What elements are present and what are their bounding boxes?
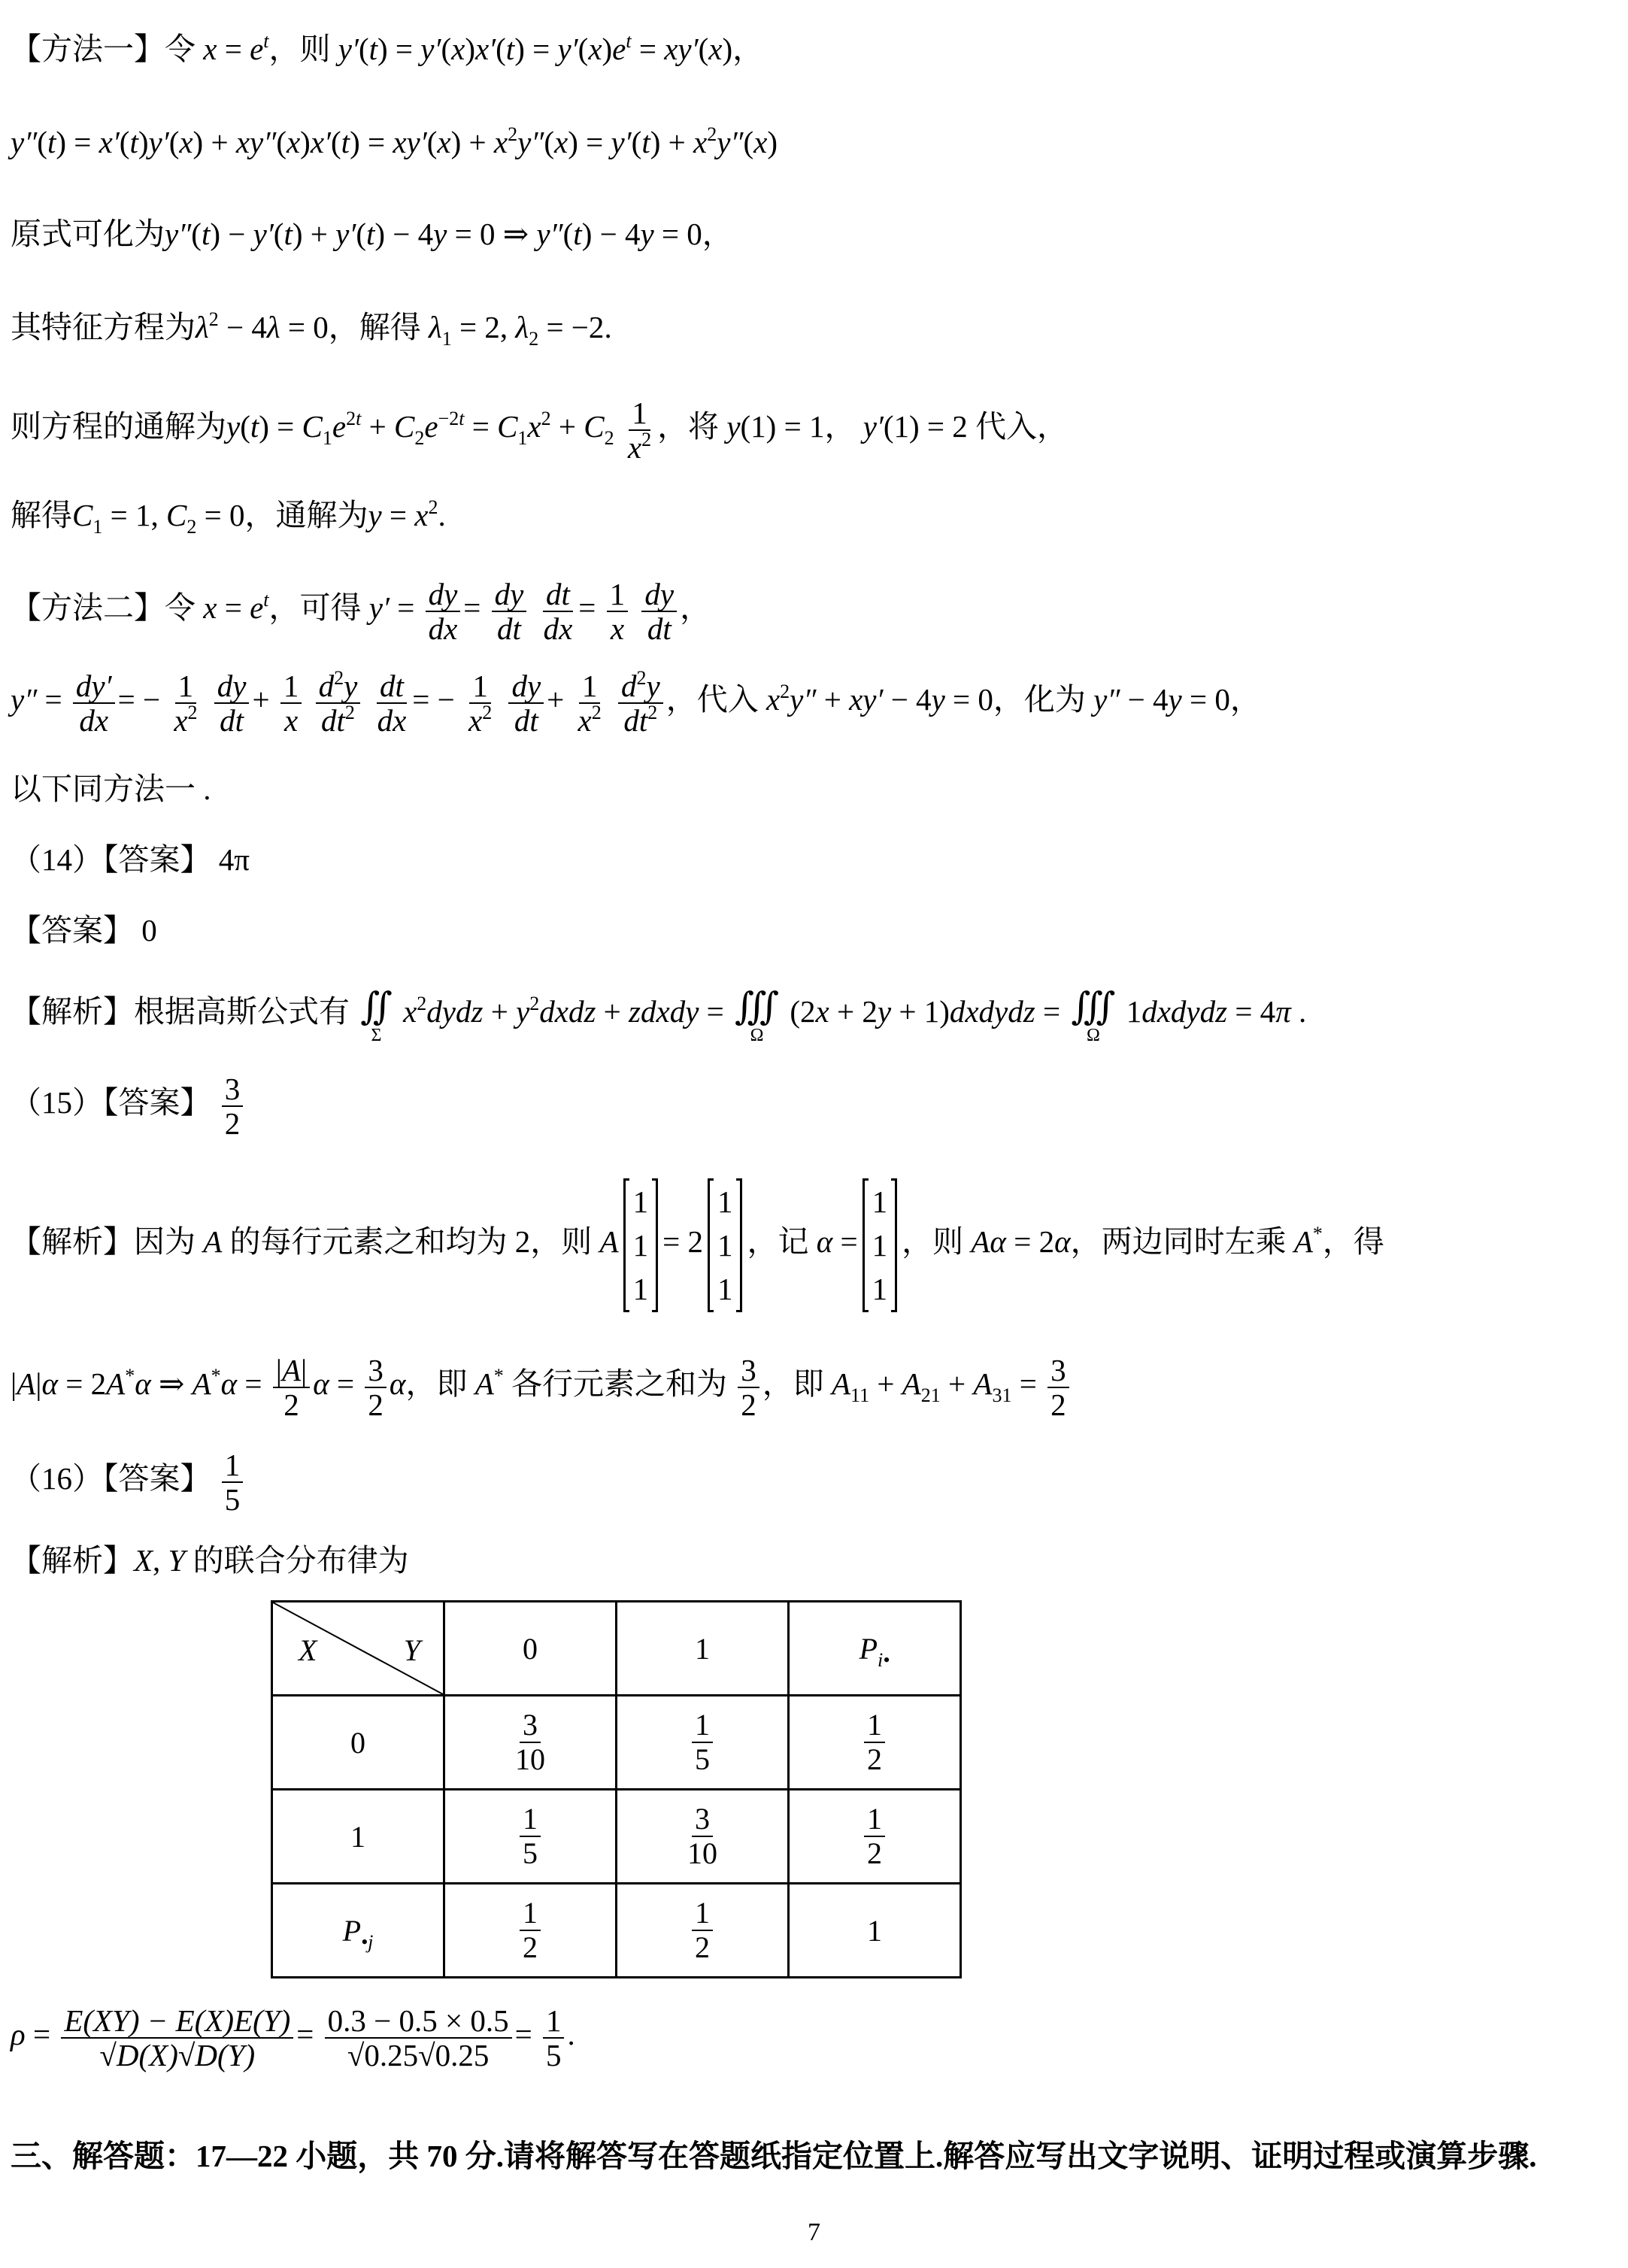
text: 解得 <box>11 498 72 532</box>
formula: x <box>203 32 217 66</box>
q15-analysis-line2: |A|α = 2A*α ⇒ A*α = $\frac{|A|}{2}$ α = $\frac{3}{2}$ α，即 A* 各行元素之和为 $\frac{3}{2}$ ，即 $A_{11} + A_{21} + A_{31}$ = $\frac{3}{2}$ <box>11 1348 1605 1421</box>
text: . <box>604 310 612 344</box>
col-header: 0 <box>444 1602 617 1696</box>
q15-answer-line <box>11 1066 1605 1140</box>
answer-label: 【答案】 <box>11 913 134 948</box>
rho-result: $\frac{1}{5}$ <box>543 2004 565 2072</box>
text: ，即 <box>405 1366 468 1401</box>
q16-analysis-line: 【解析】X, Y 的联合分布律为 <box>11 1543 409 1578</box>
table-header-row <box>272 1602 961 1696</box>
text: ， <box>680 590 711 625</box>
text: 根据高斯公式有 <box>134 994 350 1029</box>
table-cell: $\frac{3}{10}$ <box>444 1696 617 1790</box>
q15-analysis-line1: 【解析】因为 A 的每行元素之和均为 2，则 A 1 1 1 = 2 1 1 1 ，记 α = 1 1 1 ，则 Aα = 2α，两边同时左乘 A*，得 <box>11 1172 1605 1312</box>
text: 三、解答题： <box>11 2139 196 2173</box>
q14-answer: 4π <box>218 842 250 877</box>
text: ，通解为 <box>244 498 368 532</box>
text: 则方程的通解为 <box>11 409 226 444</box>
text: ，可得 <box>268 590 362 625</box>
text: 的每行元素之和均为 2，则 <box>229 1224 593 1259</box>
q14-analysis-line: 【解析】根据高斯公式有 ∬ Σ $x^2dydz$ + $y^2dxdz$ + zdxdy = ∭ Ω (2x + 2y + 1)dxdydz = ∭ Ω 1dxdydz = 4π . <box>11 984 1307 1045</box>
q14-prefix: （14）【答案】 <box>11 842 211 877</box>
q15-prefix: （15）【答案】 <box>11 1085 211 1120</box>
joint-distribution-table <box>271 1600 962 1978</box>
method1-line3: 原式可化为y″(t) − y′(t) + y′(t) − 4y = 0 ⇒ y″(t) − 4y = 0， <box>11 217 733 251</box>
col-header: 1 <box>617 1602 789 1696</box>
method2-line1: 【方法二】令 $x = e^t$，可得 y′ = $\frac{dy}{dx}$ = $\frac{dy}{dt}$ $\frac{dt}{dx}$ = $\frac{1}{x}$ $\frac{dy}{dt}$ ， <box>11 576 711 646</box>
text: ，化为 <box>993 682 1086 717</box>
page-number: 7 <box>808 2218 820 2246</box>
text: ，即 <box>762 1366 824 1401</box>
text: 其特征方程为 <box>11 310 196 344</box>
method1-line4: 其特征方程为$\lambda^2 - 4\lambda = 0$，解得 $\lambda_1 = 2$, $\lambda_2 = -2$. <box>11 308 612 350</box>
text: ， <box>732 32 764 66</box>
analysis-label: 【解析】 <box>11 1224 134 1259</box>
text: ，解得 <box>328 310 421 344</box>
table-cell: $\frac{1}{5}$ <box>444 1790 617 1884</box>
q16-answer: $\frac{1}{5}$ <box>222 1448 244 1516</box>
col-sum-header <box>272 1884 444 1978</box>
text: 代入， <box>975 409 1069 444</box>
table-cell: $\frac{1}{2}$ <box>617 1884 789 1978</box>
text: 令 <box>165 32 196 66</box>
text: 小题，共 <box>296 2139 420 2173</box>
text: 17—22 <box>196 2139 288 2173</box>
row-sum-header <box>789 1602 961 1696</box>
text: 分.请将解答写在答题纸指定位置上.解答应写出文字说明、证明过程或演算步骤. <box>465 2139 1537 2173</box>
text: ， <box>824 409 856 444</box>
text: P <box>859 1631 878 1666</box>
analysis-label: 【解析】 <box>11 1543 134 1578</box>
method1-line6: 解得$C_1 = 1$, $C_2 = 0$，通解为$y = x^2$. <box>11 496 446 538</box>
column-vector: 1 1 1 <box>708 1178 743 1312</box>
text: ，代入 <box>665 682 759 717</box>
text: ，则 <box>268 32 331 66</box>
section3-heading <box>11 2136 1605 2176</box>
text: ，两边同时左乘 <box>1070 1224 1287 1259</box>
text: ， <box>702 217 733 251</box>
text: 因为 <box>134 1224 196 1259</box>
text: P <box>342 1913 362 1948</box>
table-cell: $\frac{1}{5}$ <box>617 1696 789 1790</box>
text: ， <box>1229 682 1261 717</box>
table-cell: $\frac{3}{10}$ <box>617 1790 789 1884</box>
q14-answer2-line <box>11 910 1605 951</box>
row-label: 0 <box>272 1696 444 1790</box>
text: 各行元素之和为 <box>511 1366 727 1401</box>
text: . <box>438 498 446 532</box>
column-vector: 1 1 1 <box>863 1178 898 1312</box>
corner-y-label: Y <box>403 1633 420 1667</box>
method1-label: 【方法一】 <box>11 32 165 66</box>
table-corner-cell <box>272 1602 444 1696</box>
q16-prefix: （16）【答案】 <box>11 1461 211 1496</box>
method1-line2: $y''(t) = x'(t)y'(x) + xy''(x)x'(t) = xy'(x) + x^2y''(x) = y'(t) + x^2y''(x)$ <box>11 123 778 159</box>
row-label: 1 <box>272 1790 444 1884</box>
q15-answer: $\frac{3}{2}$ <box>222 1072 244 1140</box>
answer-value: 0 <box>141 913 157 948</box>
q16-rho-line: ρ = $\frac{E(XY) - E(X)E(Y)}{√D(X)√D(Y)}$ = $\frac{0.3 - 0.5 \times 0.5}{√0.25√0.25}$ = $\frac{1}{5}$ . <box>11 2003 575 2072</box>
text: ，得 <box>1322 1224 1384 1259</box>
table-cell: $\frac{1}{2}$ <box>789 1790 961 1884</box>
corner-x-label: X <box>299 1633 317 1667</box>
text: ，则 <box>902 1224 964 1259</box>
rho-fraction-values: $\frac{0.3 - 0.5 \times 0.5}{√0.25√0.25}$ <box>325 2004 512 2072</box>
fraction: $\frac{1}{x^2}$ <box>627 395 652 465</box>
text: 70 <box>426 2139 458 2173</box>
method2-line3: 以下同方法一 . <box>11 772 211 806</box>
text: •j <box>361 1930 374 1953</box>
table-cell: $\frac{1}{2}$ <box>444 1884 617 1978</box>
table-cell: 1 <box>789 1884 961 1978</box>
table-cell: $\frac{1}{2}$ <box>789 1696 961 1790</box>
method1-line5: 则方程的通解为$y(t) = C_1e^{2t} + C_2e^{-2t} = C_1x^2 + C_2$ $\frac{1}{x^2}$ ，将 y(1) = 1， y′(1) = 2 代入， <box>11 395 1069 465</box>
table-row <box>272 1696 961 1790</box>
table-row <box>272 1884 961 1978</box>
text: ，将 <box>657 409 720 444</box>
text: i• <box>878 1648 890 1671</box>
method1-line1: 【方法一】令 $x = e^t$，则 $y'(t) = y'(x)x'(t) = y'(x)e^t = xy'(x)$， <box>11 30 764 66</box>
rho-fraction: $\frac{E(XY) - E(X)E(Y)}{√D(X)√D(Y)}$ <box>61 2004 293 2072</box>
q14-answer-line <box>11 839 1605 880</box>
text: 的联合分布律为 <box>193 1543 409 1578</box>
method2-label: 【方法二】 <box>11 590 165 625</box>
analysis-label: 【解析】 <box>11 994 134 1029</box>
text: . <box>1298 994 1307 1029</box>
text: 令 <box>165 590 196 625</box>
q16-answer-line <box>11 1442 1605 1516</box>
text: ，记 <box>747 1224 809 1259</box>
text: 原式可化为 <box>11 217 165 251</box>
method2-line2: y″ = $\frac{dy'}{dx}$ = − $\frac{1}{x^2}$ $\frac{dy}{dt}$ + $\frac{1}{x}$ $\frac{d^2y}{dt^2}$ $\frac{dt}{dx}$ = − $\frac{1}{x^2}$ $\frac{dy}{dt}$ + $\frac{1}{x^2}$ $\frac{d^2y}{dt^2}$ ，代入 $x^2y'' + xy' - 4y = 0$，化为 y″ − 4y = 0， <box>11 666 1261 738</box>
table-row <box>272 1790 961 1884</box>
column-vector: 1 1 1 <box>623 1178 659 1312</box>
